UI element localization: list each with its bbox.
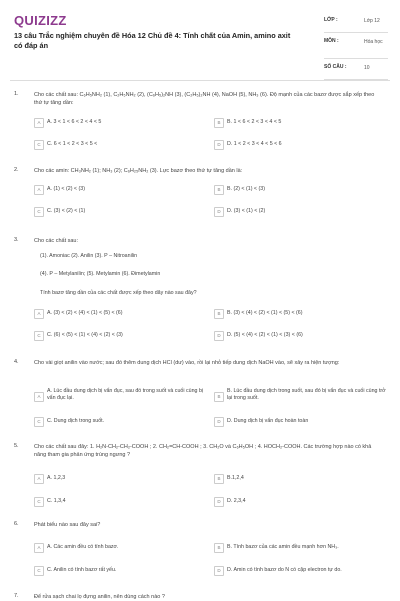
meta-value: Hóa học	[364, 39, 383, 45]
option-text: A. (1) < (2) < (3)	[47, 186, 85, 192]
option-letter-box: B	[214, 309, 224, 319]
header-divider	[10, 80, 390, 81]
question-text: Cho các chất sau:	[34, 238, 79, 244]
option-text: C. Dung dịch trong suốt.	[47, 418, 105, 424]
option-letter-box: C	[34, 331, 44, 341]
meta-row-count	[324, 59, 388, 80]
option-text: B. 1 < 6 < 2 < 3 < 4 < 5	[227, 119, 282, 125]
option-text: B. Lúc đầu dung dịch trong suốt, sau đó bị vẩn đục và cuối cùng trở lại trong suốt.	[227, 388, 386, 401]
question-subline: Tính bazơ tăng dần của các chất được xếp theo dãy nào sau đây?	[40, 290, 197, 296]
option-text: C. 1,3,4	[47, 498, 66, 504]
option-letter-box: D	[214, 331, 224, 341]
option-letter-box: B	[214, 392, 224, 402]
option-letter-box: C	[34, 207, 44, 217]
option-letter-box: B	[214, 543, 224, 553]
option-letter-box: C	[34, 417, 44, 427]
option-letter-box: A	[34, 474, 44, 484]
option-letter-box: D	[214, 566, 224, 576]
question-text: Cho các amin: CH₃NH₂ (1); NH₃ (2); C₆H₂₅NH₂ (3). Lực bazơ theo thứ tự tăng dần là:	[34, 168, 243, 174]
option-letter-box: D	[214, 207, 224, 217]
question-text: Cho vài giọt anilin vào nước; sau đó thêm dung dịch HCl (dư) vào, rồi lại nhỏ tiếp dung dịch NaOH vào, sẽ xảy ra hiện tượng:	[34, 360, 340, 366]
option-text: D. 2,3,4	[227, 498, 246, 504]
worksheet-title: 13 câu Trắc nghiệm chuyên đề Hóa 12 Chủ đề 4: Tính chất của Amin, amino axit có đáp án	[14, 31, 291, 50]
option-text: D. Dung dịch bị vẩn đục hoàn toàn	[227, 418, 309, 424]
question-number: 4.	[14, 359, 19, 365]
option-letter-box: C	[34, 497, 44, 507]
option-letter-box: A	[34, 118, 44, 128]
option-letter-box: B	[214, 185, 224, 195]
option-text: A. Lúc đầu dung dịch bị vẩn đục, sau đó trong suốt và cuối cùng bị vẩn đục lại.	[47, 388, 204, 401]
question-subline: (4). P – Metylanilin; (5). Metylamin (6). Đimetylamin	[40, 271, 161, 277]
meta-value: Lớp 12	[364, 18, 380, 24]
option-letter-box: D	[214, 140, 224, 150]
option-text: B. (3) < (4) < (2) < (1) < (5) < (6)	[227, 310, 303, 316]
option-letter-box: A	[34, 543, 44, 553]
option-letter-box: A	[34, 185, 44, 195]
option-text: B. (2) < (1) < (3)	[227, 186, 265, 192]
option-letter-box: C	[34, 140, 44, 150]
meta-label: LỚP :	[324, 17, 338, 23]
option-text: D. (3) < (1) < (2)	[227, 208, 266, 214]
option-text: A. (3) < (2) < (4) < (1) < (5) < (6)	[47, 310, 123, 316]
meta-row-class	[324, 12, 388, 33]
option-text: D. Amin có tính bazơ do N có cặp electron tự do.	[227, 567, 342, 573]
option-letter-box: B	[214, 474, 224, 484]
question-text: Để rửa sạch chai lọ đựng anilin, nên dùng cách nào ?	[34, 594, 165, 600]
option-text: C. 6 < 1 < 2 < 3 < 5 <	[47, 141, 98, 147]
option-text: B.1,2,4	[227, 475, 244, 481]
question-subline: (1). Amoniac (2). Anilin (3). P – Nitroanilin	[40, 253, 138, 259]
option-letter-box: B	[214, 118, 224, 128]
option-text: A. Các amin đều có tính bazơ.	[47, 544, 119, 550]
meta-panel	[324, 12, 388, 80]
meta-row-subject	[324, 33, 388, 59]
question-text: Cho các chất sau: C₆H₅NH₂ (1), C₂H₅NH₂ (2), (C₆H₅)₂NH (3), (C₂H₅)₂NH (4), NaOH (5), NH₃ (6). Độ mạnh của các bazơ được sắp xếp theo thứ tự tăng dần:	[34, 92, 375, 106]
option-text: C. Anilin có tính bazơ rất yếu.	[47, 567, 117, 573]
question-number: 3.	[14, 237, 19, 243]
question-number: 7.	[14, 593, 19, 599]
option-letter-box: A	[34, 309, 44, 319]
option-text: A. 1,2,3	[47, 475, 66, 481]
option-text: C. (6) < (5) < (1) < (4) < (2) < (3)	[47, 332, 123, 338]
option-text: D. (5) < (4) < (2) < (1) < (3) < (6)	[227, 332, 303, 338]
question-text: Phát biểu nào sau đây sai?	[34, 522, 101, 528]
question-number: 5.	[14, 443, 19, 449]
option-letter-box: A	[34, 392, 44, 402]
option-text: B. Tính bazơ của các amin đều mạnh hơn NH₃.	[227, 544, 339, 550]
meta-label: MÔN :	[324, 38, 339, 44]
option-letter-box: C	[34, 566, 44, 576]
option-text: A. 3 < 1 < 6 < 2 < 4 < 5	[47, 119, 102, 125]
option-letter-box: D	[214, 497, 224, 507]
question-number: 2.	[14, 167, 19, 173]
question-number: 6.	[14, 521, 19, 527]
option-text: D. 1 < 2 < 3 < 4 < 5 < 6	[227, 141, 282, 147]
meta-label: SỐ CÂU :	[324, 64, 347, 70]
option-letter-box: D	[214, 417, 224, 427]
meta-value: 10	[364, 65, 370, 71]
question-text: Cho các chất sau đây: 1. H₂N-CH₂-CH₂-COOH ; 2. CH₂=CH-COOH ; 3. CH₂O và C₆H₅OH ; 4. HOCH₂-COOH. Các trường hợp nào có khả năng tham gia phản ứng trùng ngưng ?	[34, 444, 372, 458]
question-number: 1.	[14, 91, 19, 97]
quizizz-logo: QUIZIZZ	[14, 13, 67, 28]
option-text: C. (3) < (2) < (1)	[47, 208, 86, 214]
